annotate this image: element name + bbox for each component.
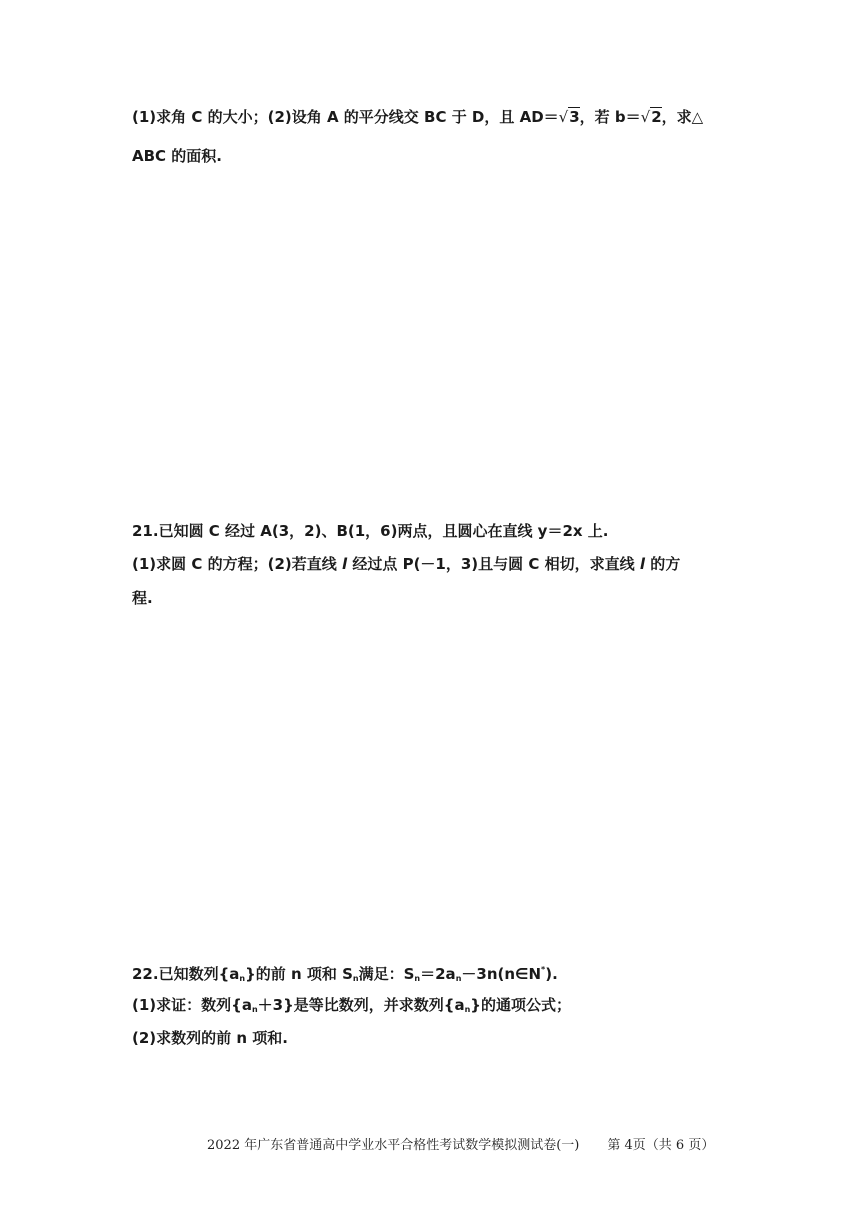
- q21-text-c: 的方: [645, 555, 681, 573]
- q21-line-3: 程.: [132, 589, 153, 607]
- q22-text-2c: }的通项公式；: [470, 996, 571, 1014]
- page-number: 第 4页（共 6 页）: [607, 1138, 715, 1153]
- line-l-symbol: l: [341, 555, 348, 573]
- subscript-n: n: [455, 974, 462, 983]
- q22-text-b: }的前 n 项和 S: [245, 965, 353, 983]
- sqrt-argument-2: 2: [651, 108, 662, 126]
- footer-title: 2022 年广东省普通高中学业水平合格性考试数学模拟测试卷(一): [207, 1138, 580, 1153]
- q20-line-1: [132, 107, 703, 127]
- q22-line-1: [132, 960, 558, 989]
- q21-text-b: 经过点 P(－1，3)且与圆 C 相切，求直线: [347, 555, 640, 573]
- q21-text-a: (1)求圆 C 的方程；(2)若直线: [132, 555, 342, 573]
- q20-text-c: ，若 b＝: [579, 108, 641, 126]
- q22-text-d: ＝2a: [420, 965, 456, 983]
- q22-line-2: [132, 995, 571, 1020]
- q20-line-2: ABC 的面积.: [132, 147, 222, 165]
- q22-text-c: 满足：S: [358, 965, 415, 983]
- subscript-n: n: [239, 974, 246, 983]
- sqrt-icon: √: [640, 108, 651, 126]
- subscript-n: n: [352, 974, 359, 983]
- line-l-symbol: l: [639, 555, 645, 573]
- page-footer: [207, 1134, 714, 1153]
- q20-text-e: ，求△: [661, 108, 704, 126]
- subscript-n: n: [414, 974, 421, 983]
- q22-text-e: －3n(n∈N: [461, 965, 542, 983]
- q22-line-3: (2)求数列的前 n 项和.: [132, 1029, 288, 1047]
- q22-text-a: 22.已知数列{a: [132, 965, 240, 983]
- superscript-star: *: [541, 965, 546, 974]
- q22-text-2b: ＋3}是等比数列，并求数列{a: [257, 996, 465, 1014]
- q21-line-1: 21.已知圆 C 经过 A(3，2)、B(1，6)两点，且圆心在直线 y＝2x 上.: [132, 522, 609, 540]
- sqrt-icon: √: [558, 108, 569, 126]
- subscript-n: n: [464, 1005, 471, 1014]
- subscript-n: n: [251, 1005, 258, 1014]
- q20-text-a: (1)求角 C 的大小；(2)设角 A 的平分线交 BC 于 D，且 AD＝: [132, 108, 559, 126]
- q22-text-f: ).: [545, 965, 558, 983]
- q22-text-2a: (1)求证：数列{a: [132, 996, 252, 1014]
- sqrt-argument-3: 3: [569, 108, 580, 126]
- q21-line-2: [132, 554, 680, 574]
